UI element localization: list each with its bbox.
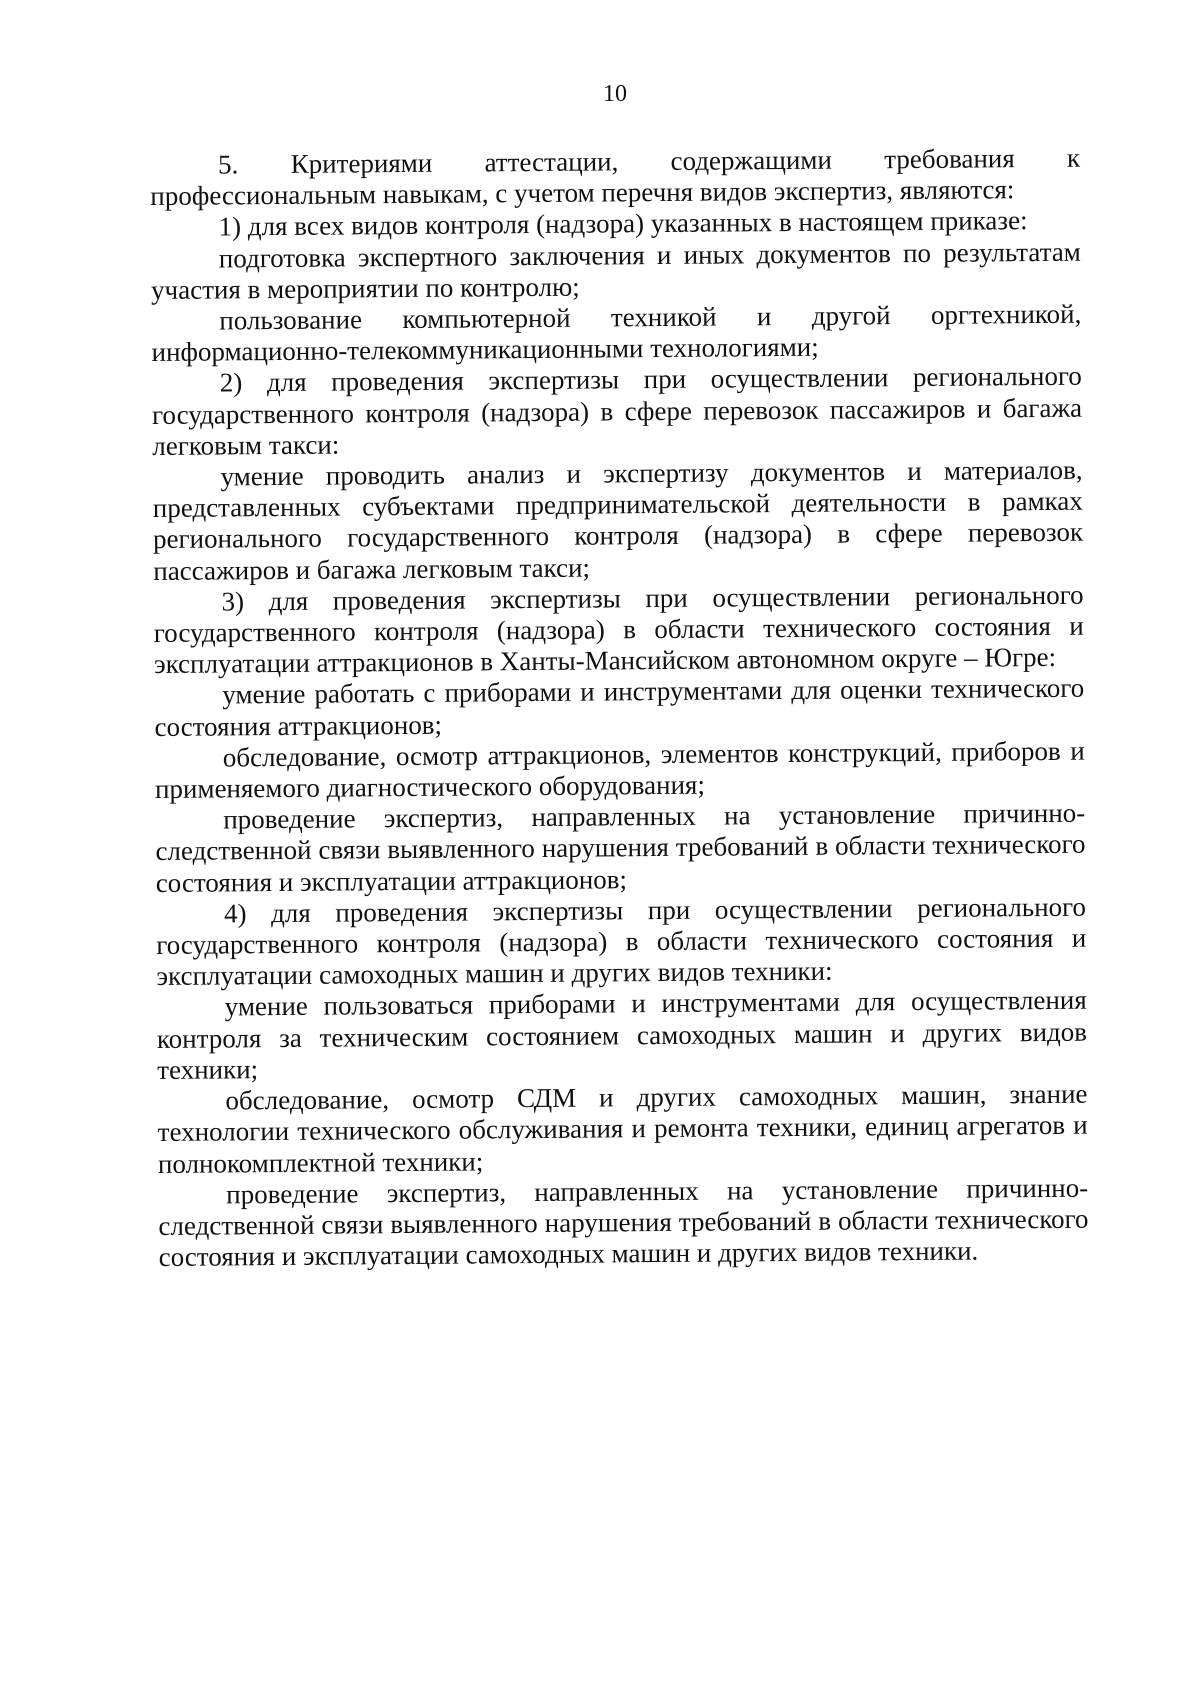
paragraph-item-3: 3) для проведения экспертизы при осуществлении регионального государственного контроля (надзора) в области технического состояния и эксплуатации аттракционов в Ханты-Мансийском автономном округе – Югре: <box>153 579 1084 680</box>
paragraph-item-3-skill-3: проведение экспертиз, направленных на установление причинно-следственной связи выявленного нарушения требований в области технического состояния и эксплуатации аттракционов; <box>155 797 1086 898</box>
paragraph-criteria-intro: 5. Критериями аттестации, содержащими требования к профессиональным навыкам, с учетом перечня видов экспертиз, являются: <box>150 142 1081 212</box>
document-body <box>150 143 1089 1274</box>
paragraph-item-1: 1) для всех видов контроля (надзора) указанных в настоящем приказе: <box>218 205 1028 242</box>
page-number: 10 <box>603 81 627 107</box>
paragraph-item-2-skill-1: умение проводить анализ и экспертизу документов и материалов, представленных субъектами предпринимательской деятельности в рамках регионального государственного контроля (надзора) в сфере перевозок пассажиров и багажа легковым такси; <box>152 454 1084 586</box>
paragraph-item-4-skill-1: умение пользоваться приборами и инструментами для осуществления контроля за техническим состоянием самоходных машин и других видов техники; <box>156 985 1088 1085</box>
paragraph-item-3-skill-1: умение работать с приборами и инструментами для оценки технического состояния аттракционов; <box>154 673 1085 742</box>
paragraph-item-4: 4) для проведения экспертизы при осуществлении регионального государственного контроля (надзора) в области технического состояния и эксплуатации самоходных машин и других видов техники: <box>156 891 1087 992</box>
paragraph-item-1-skill-1: подготовка экспертного заключения и иных документов по результатам участия в мероприятии по контролю; <box>150 236 1081 305</box>
paragraph-item-1-skill-2: пользование компьютерной техникой и другой оргтехникой, информационно-телекоммуникационными технологиями; <box>151 298 1082 368</box>
paragraph-item-4-skill-3: проведение экспертиз, направленных на установление причинно-следственной связи выявленного нарушения требований в области технического состояния и эксплуатации самоходных машин и других видов техники. <box>158 1172 1089 1273</box>
paragraph-item-4-skill-2: обследование, осмотр СДМ и других самоходных машин, знание технологии технического обслуживания и ремонта техники, единиц агрегатов и полнокомплектной техники; <box>157 1078 1088 1179</box>
paragraph-item-2: 2) для проведения экспертизы при осуществлении регионального государственного контроля (надзора) в сфере перевозок пассажиров и багажа легковым такси: <box>151 361 1083 461</box>
paragraph-item-3-skill-2: обследование, осмотр аттракционов, элементов конструкций, приборов и применяемого диагностического оборудования; <box>154 735 1085 805</box>
